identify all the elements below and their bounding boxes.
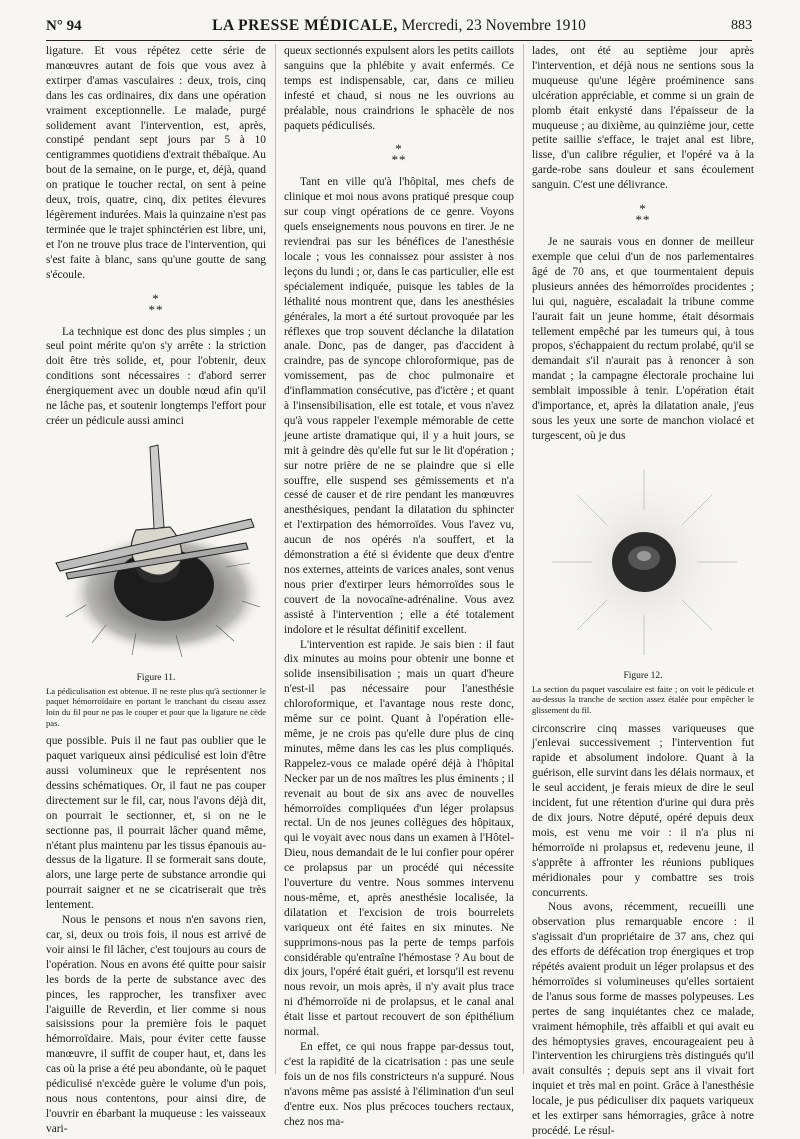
paragraph: L'intervention est rapide. Je sais bien : il faut dix minutes au moins pour obtenir une bonne et solide insensibilisation ; mais un quart d'heure n'est-il pas nécessaire pour l'anesthésie chloroformique, et l'avantage nous reste donc, même sur ce point. Quant à l'opération elle-même, je ne crois pas qu'elle dure plus de cinq minutes, même dans les cas les plus compliqués. Rappelez-vous ce malade opéré déjà à l'hôpital Necker par un de nos maîtres les plus éminents ; il revenait au bout de six ans avec de nouvelles hémorroïdes compliquées d'un léger prolapsus rectal. Un de nos jeunes collègues des hôpitaux, qui le voyait avec nous dans un examen à l'Hôtel-Dieu, nous demandait de le lui confier pour opérer ce prolapsus par un procédé qui nécessite l'ouverture du ventre. Nous sommes intervenu nous-même, et, après anesthésie localisée, la dilatation et l'excision de trois bourrelets variqueux ont été faites en six minutes. Ne supprimons-nous pas la perte de temps parfois considérable qu'entraîne l'hémostase ? Au bout de dix jours, l'opéré était guéri, et lorsqu'il est revenu nous revoir, un mois après, il n'y avait plus trace ni d'hémorroïde ni de prolapsus, et le canal anal était lisse et partout recouvert de son épithélium normal. <box>284 638 514 1039</box>
paragraph: Je ne saurais vous en donner de meilleur exemple que celui d'un de nos parlementaires âgé de 70 ans, et que tourmentaient depuis plusieurs années des hémorroïdes procidentes ; lui qui, naguère, escaladait la tribune comme l'aurait fait un jeune homme, était désormais tellement empêché par les tumeurs qui, à tous propos, s'échappaient du rectum prolabé, qu'il se demandait s'il n'aurait pas à renoncer à son mandat ; la campagne électorale prochaine lui semblait impossible à tenir. L'opération était d'importance, et, après la dilatation anale, j'eus sous les yeux une sorte de manchon violacé et turgescent, où je dus <box>532 236 754 442</box>
figure-11 <box>46 435 266 728</box>
figure-12-label: Figure 12. <box>623 670 663 681</box>
column-divider <box>275 44 276 1074</box>
figure-12-caption: La section du paquet vasculaire est faite ; on voit le pédicule et au-dessus la tranche de section assez étalée pour empêcher le glissement du fil. <box>532 683 754 715</box>
column-divider <box>523 44 524 1074</box>
section-asterism: * ** <box>635 201 651 228</box>
paragraph: circonscrire cinq masses variqueuses que j'enlevai successivement ; l'intervention fut rapide et absolument indolore. Quant à la guérison, elle survint dans les délais normaux, et le seul accident, je ferais mieux de dire le seul incident, fut une rétention d'urine qui dura près de dix jours. Notre député, opéré depuis deux mois, est venu me voir : il n'a plus ni hémorroïde ni prolapsus et, redevenu jeune, il s'apprête à affronter les réunions publiques méridionales pour y combattre ses trois concurrents. <box>532 722 754 899</box>
figure-11-illustration <box>46 435 266 670</box>
paragraph: queux sectionnés expulsent alors les petits caillots sanguins que la phlébite y avait enfermés. Ce temps est indispensable, car, dans ce milieu infesté et chaud, si nous ne les ouvrions au préalable, nous craindrions le sphacèle de nos paquets pédiculisés. <box>284 45 514 132</box>
paragraph: En effet, ce qui nous frappe par-dessus tout, c'est la rapidité de la cicatrisation : pas une seule fois un de nos fils constricteurs n'a suppuré. Nous n'avons même pas assisté à l'élimination d'un seul d'entre eux. Nos plus précoces touchers rectaux, chez nos ma- <box>284 1041 514 1128</box>
paragraph: lades, ont été au septième jour après l'intervention, et déjà nous ne sentions sous la muqueuse qu'une légère proéminence sans ulcération appréciable, et comme si un grain de plomb était enkysté dans l'épaisseur de la muqueuse ; au dixième, au quinzième jour, cette petite saillie s'efface, le trajet anal est libre, lisse, d'un calibre régulier, et l'opéré va à la garde-robe sans douleur et sans écoulement sanguin. C'est une délivrance. <box>532 45 754 192</box>
paragraph: que possible. Puis il ne faut pas oublier que le paquet variqueux ainsi pédiculisé est loin d'être aussi volumineux que le représentent nos dessins schématiques. Or, il faut ne pas couper directement sur le fil, car, nous l'avons déjà dit, on pourrait le sectionner, et, si on ne le sectionne pas, il pourrait lâcher quand même, n'étant plus maintenu par les tissus épanouis au-dessus de la ligature. Il se formerait sans doute, alors, une large perte de substance arrondie qui pourrait saigner et ne se cicatriserait que très lentement. <box>46 735 266 912</box>
issue-date: Mercredi, 23 Novembre 1910 <box>401 17 586 34</box>
page-number-left: N° 94 <box>46 18 82 34</box>
figure-11-caption: La pédiculisation est obtenue. Il ne reste plus qu'à sectionner le paquet hémorroïdaire en portant le tranchant du ciseau assez loin du fil pour ne pas le couper et pour que la ligature ne cède pas. <box>46 685 266 728</box>
journal-title-line <box>46 17 752 35</box>
page-number-right: 883 <box>731 18 752 33</box>
section-asterism: * ** <box>391 141 407 168</box>
header-rule <box>46 40 752 41</box>
paragraph: La technique est donc des plus simples ; un seul point mérite qu'on s'y arrête : la striction doit être très solide, et, pour l'obtenir, deux conditions sont nécessaires : d'abord serrer énergiquement avec un double nœud afin qu'il ne lâche pas, et soutenir longtemps l'effort pour créer un pédicule aussi aminci <box>46 325 266 427</box>
journal-name: LA PRESSE MÉDICALE, <box>212 17 398 34</box>
figure-11-label: Figure 11. <box>136 672 176 683</box>
paragraph: Tant en ville qu'à l'hôpital, mes chefs de clinique et moi nous avons pratiqué presque coup sur coup vingt opérations de ce genre. Voyons quels enseignements nous pouvons en tirer. Je ne reviendrai pas sur les bénéfices de l'anesthésie locale ; vous les connaissez pour assister à nos leçons du lundi ; or, dans le cas particulier, elle est spécialement indiquée, puisque les tables de la léthalité nous montrent que, dans les anesthésies générales, la mort a été surtout provoquée par les réflexes que trop souvent déclanche la dilatation anale. Donc, pas de danger, pas d'accident à craindre, pas de syncope chloroformique, pas de vomissement, pas de choc pulmonaire et d'inflammation consécutive, pas d'ictère ; et quant à l'insensibilisation, elle est totale, et vous n'avez qu'à vous rappeler l'exemple mémorable de cette jeune artiste dramatique qui, il y a huit jours, se mit à geindre dès qu'elle fut sur le lit d'opération ; sur notre prière de ne se plaindre que si elle souffre, elle suspend ses gémissements et n'a cessé de causer et de rire pendant les manœuvres anesthésiques, pendant la dilatation du sphincter et l'extirpation des hémorroïdes. Vous l'avez vu, aucun de nos opérés n'a souffert, et la démonstration a été si évidente que deux d'entre nos externes, atteints de varices anales, sont venus nous prier d'extirper leurs hémorroïdes sous le couvert de la novocaïne-adrénaline. Vous avez assisté à l'intervention ; elle a été totalement indolore et le résultat définitif excellent. <box>284 176 514 636</box>
figure-12-illustration <box>532 450 754 668</box>
paragraph: ligature. Et vous répétez cette série de manœuvres autant de fois que vous avez à extirper d'amas vasculaires : deux, trois, cinq dans les cas ordinaires, dix dans une opération vraiment exceptionnelle. Le malade, purgé solidement avant l'intervention, est, après, constipé pendant sept jours par 5 à 10 centigrammes quotidiens d'extrait thébaïque. Au bout de la semaine, on le purge, et, déjà, quand on pratique le toucher rectal, on sent à peine deux, trois, quatre, cinq, dix petites élevures légèrement indurées. Mais la quinzaine n'est pas terminée que le trajet sphinctérien est libre, uni, et l'on ne trouve plus trace de l'intervention, qui s'est faite à blanc, sans qu'une goutte de sang s'écoule. <box>46 45 266 281</box>
paragraph: Nous avons, récemment, recueilli une observation plus remarquable encore : il s'agissait d'un propriétaire de 37 ans, chez qui des efforts de défécation trop énergiques et trop répétés avaient produit un léger prolapsus et des hémorroïdes si volumineuses qu'elles sortaient de l'anus sous forme de masses polypeuses. Les pertes de sang inquiétantes chez ce malade, vraiment hémophile, très affaibli et qui avait eu des hémoptysies graves, encourageaient peu à l'intervention les chirurgiens très distingués qu'il avait consultés ; depuis sept ans il vivait fort inquiet et très mal en point. Grâce à l'anesthésie locale, je pus pédiculiser dix paquets variqueux et les extirper sans hémorragies, grâce à notre procédé. Le résul- <box>532 901 754 1137</box>
paragraph: Nous le pensons et nous n'en savons rien, car, si, deux ou trois fois, il nous est arrivé de voir ainsi le fil lâcher, c'est toujours au cours de l'opération. Nous en avons été quitte pour saisir les bords de la perte de substance avec des pinces, les rapprocher, les transfixer avec l'aiguille de Reverdin, et lier comme si nous saisissions pour la première fois le paquet hémorroïdaire. Mais, pour éviter cette fausse manœuvre, il suffit de couper haut, et, dans les cas où la prise a été peu abondante, où le paquet pédiculisé n'excède guère le volume d'un pois, nous nous contentons, pour ainsi dire, de l'ouvrir en ébarbant la muqueuse : les vaisseaux vari- <box>46 914 266 1135</box>
column-3 <box>532 44 754 1137</box>
column-2 <box>284 44 514 1128</box>
section-asterism: * ** <box>148 290 164 317</box>
running-header <box>46 14 752 38</box>
figure-12 <box>532 450 754 716</box>
column-1 <box>46 44 266 1135</box>
